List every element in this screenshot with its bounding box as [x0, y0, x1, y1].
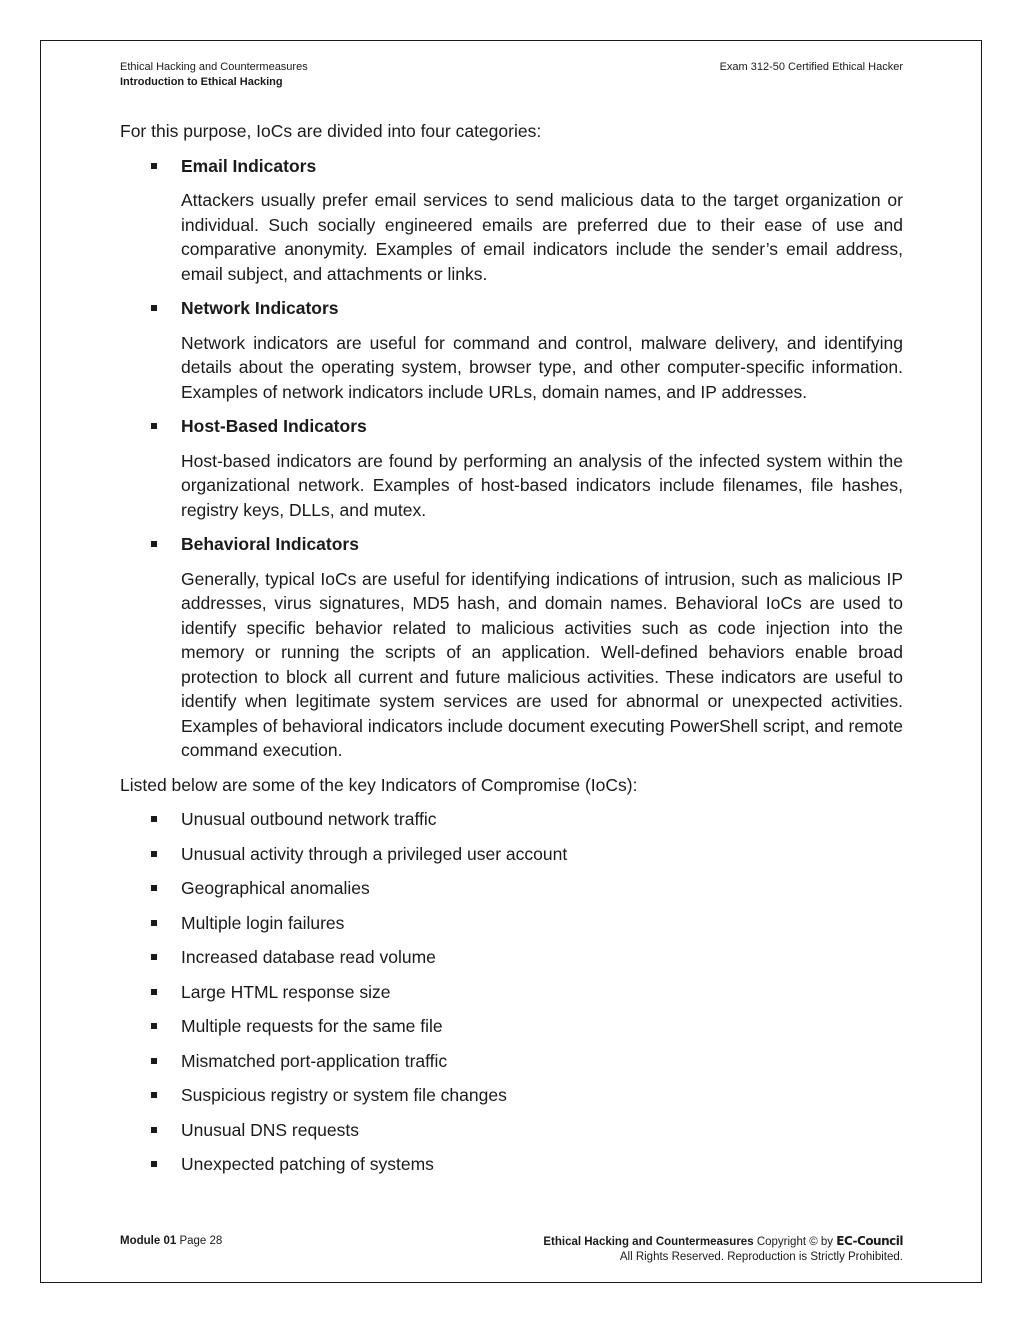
category-email — [120, 154, 903, 287]
list-item-text: Unusual outbound network traffic — [181, 809, 437, 829]
list-item-text: Unusual DNS requests — [181, 1119, 359, 1140]
ioc-list-intro: Listed below are some of the key Indicators of Compromise (IoCs): — [120, 774, 638, 795]
category-host-based — [120, 414, 903, 522]
list-item-text: Multiple requests for the same file — [181, 1016, 443, 1036]
list-item-text: Large HTML response size — [181, 981, 391, 1002]
bullet-icon — [151, 1058, 157, 1064]
list-item — [120, 1118, 903, 1143]
bullet-icon — [151, 1127, 157, 1133]
list-item — [120, 807, 903, 832]
footer-page-number: Page 28 — [179, 1235, 223, 1247]
page-footer-left — [120, 1234, 222, 1249]
category-title: Behavioral Indicators — [181, 534, 359, 554]
bullet-icon — [151, 1023, 157, 1029]
list-item — [120, 842, 903, 867]
category-network — [120, 296, 903, 404]
header-course-title: Ethical Hacking and Countermeasures — [120, 61, 308, 73]
page-content — [120, 119, 903, 1187]
bullet-icon — [151, 1161, 157, 1167]
list-item — [120, 1014, 903, 1039]
list-item — [120, 1152, 903, 1177]
list-item — [120, 911, 903, 936]
list-item-text: Increased database read volume — [181, 947, 436, 967]
page-header-left — [120, 60, 308, 90]
category-body: Generally, typical IoCs are useful for identifying indications of intrusion, such as malicious IP addresses, virus signatures, MD5 hash, and domain names. Behavioral IoCs are used to identify specific behavior related to malicious activities such as code injection into the memory or running the scripts of an application. Well-defined behaviors enable broad protection to block all current and future malicious activities. These indicators are useful to identify when legitimate system services are used for abnormal or unexpected activities. Examples of behavioral indicators include document executing PowerShell script, and remote command execution. — [181, 568, 903, 760]
list-item-text: Mismatched port-application traffic — [181, 1050, 448, 1071]
bullet-icon — [151, 163, 157, 169]
category-title: Network Indicators — [181, 298, 339, 318]
category-behavioral — [120, 532, 903, 763]
bullet-icon — [151, 920, 157, 926]
intro-paragraph: For this purpose, IoCs are divided into four categories: — [120, 121, 542, 141]
bullet-icon — [151, 989, 157, 995]
page-footer-right — [543, 1234, 903, 1265]
footer-course-title: Ethical Hacking and Countermeasures — [543, 1236, 754, 1248]
footer-rights: All Rights Reserved. Reproduction is Strictly Prohibited. — [619, 1251, 903, 1263]
list-item-text: Multiple login failures — [181, 912, 345, 933]
bullet-icon — [151, 885, 157, 891]
category-body: Network indicators are useful for command and control, malware delivery, and identifying details about the operating system, browser type, and other computer-specific information. Examples of network indicators include URLs, domain names, and IP addresses. — [181, 332, 903, 402]
list-item — [120, 1083, 903, 1108]
category-body: Attackers usually prefer email services to send malicious data to the target organization or individual. Such socially engineered emails are preferred due to their ease of use and comparative anonymity. Examples of email indicators include the sender’s email address, email subject, and attachments or links. — [181, 190, 903, 284]
bullet-icon — [151, 423, 157, 429]
category-title: Host-Based Indicators — [181, 416, 367, 436]
header-module-title: Introduction to Ethical Hacking — [120, 76, 283, 88]
footer-copyright: Copyright © by — [756, 1236, 834, 1248]
header-exam-title: Exam 312-50 Certified Ethical Hacker — [719, 61, 903, 73]
list-item — [120, 1049, 903, 1074]
bullet-icon — [151, 816, 157, 822]
list-item-text: Unusual activity through a privileged user account — [181, 843, 568, 864]
list-item-text: Geographical anomalies — [181, 878, 370, 898]
list-item — [120, 876, 903, 901]
list-item — [120, 945, 903, 970]
bullet-icon — [151, 305, 157, 311]
ec-council-logo: EC-Council — [836, 1234, 903, 1248]
category-body: Host-based indicators are found by performing an analysis of the infected system within the organizational network. Examples of host-based indicators include filenames, file hashes, registry keys, DLLs, and mutex. — [181, 450, 903, 520]
list-item-text: Suspicious registry or system file changes — [181, 1085, 507, 1105]
category-title: Email Indicators — [181, 155, 317, 176]
bullet-icon — [151, 541, 157, 547]
list-item — [120, 980, 903, 1005]
list-item-text: Unexpected patching of systems — [181, 1154, 434, 1174]
footer-module-label: Module 01 — [120, 1235, 177, 1247]
ioc-list — [120, 807, 903, 1177]
bullet-icon — [151, 851, 157, 857]
bullet-icon — [151, 1092, 157, 1098]
bullet-icon — [151, 954, 157, 960]
